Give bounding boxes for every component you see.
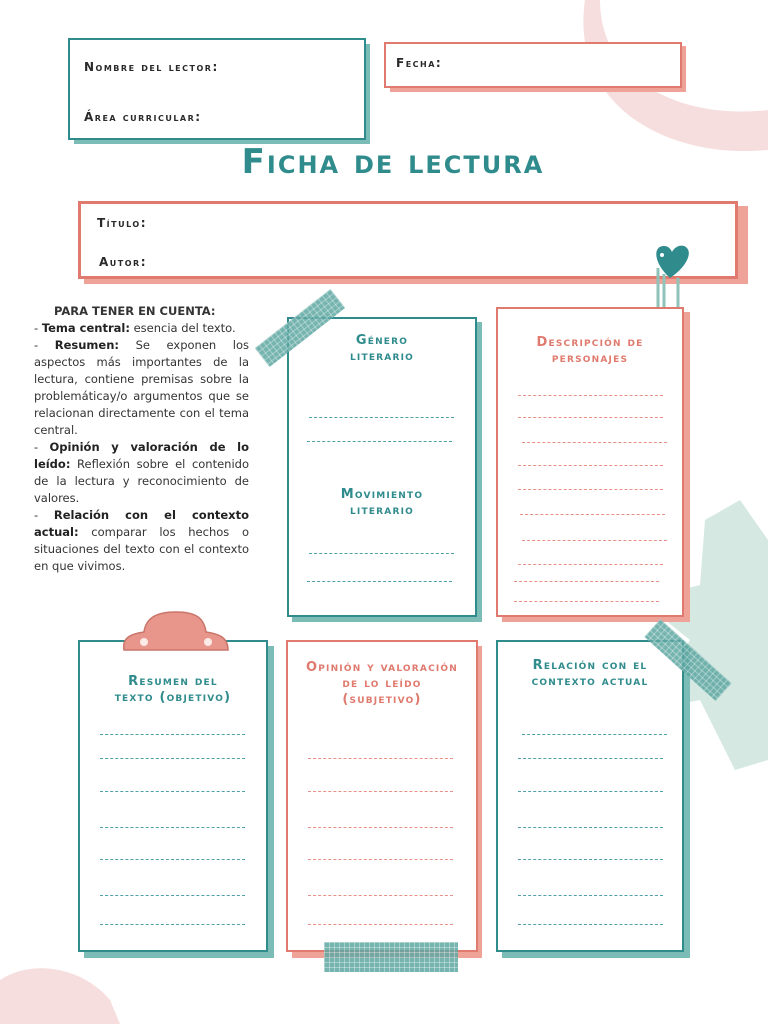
context-line (518, 924, 663, 925)
curricular-area-label: Área curricular: (84, 110, 202, 124)
note-item: - Opinión y valoración de lo leído: Reflexión sobre el contenido de la lectura y reconocimiento de valores. (34, 440, 249, 505)
opinion-line (308, 791, 453, 792)
movement-line (307, 581, 452, 582)
context-line (522, 734, 667, 735)
characters-line (514, 601, 659, 602)
note-text: esencia del texto. (129, 321, 236, 335)
characters-card (496, 307, 684, 617)
summary-line (100, 791, 245, 792)
genre-movement-card (287, 317, 477, 617)
summary-line (100, 734, 245, 735)
summary-line (100, 758, 245, 759)
reading-notes (34, 303, 249, 575)
characters-line (518, 395, 663, 396)
summary-line (100, 924, 245, 925)
book-title-label: Título: (97, 216, 148, 230)
opinion-line (308, 758, 453, 759)
characters-line (518, 417, 663, 418)
characters-title: Descripción de personajes (536, 335, 644, 366)
opinion-line (308, 924, 453, 925)
genre-title: Género literario (350, 333, 414, 364)
summary-card (78, 640, 268, 952)
characters-line (522, 442, 667, 443)
opinion-line (308, 895, 453, 896)
context-line (518, 895, 663, 896)
summary-line (100, 859, 245, 860)
characters-line (520, 514, 665, 515)
context-line (518, 827, 663, 828)
book-box (78, 201, 738, 279)
summary-line (100, 827, 245, 828)
context-line (518, 859, 663, 860)
characters-line (522, 540, 667, 541)
note-term: Tema central: (41, 321, 130, 335)
note-item: - Tema central: esencia del texto. (34, 321, 236, 335)
note-text: Reflexión sobre el contenido de la lectura y reconocimiento de valores. (34, 457, 249, 505)
clipboard-clip-icon (116, 608, 236, 658)
note-item: - Resumen: Se exponen los aspectos más importantes de la lectura, contiene premisas sobre la problemáticay/o argumentos que se relacionan directamente con el tema central. (34, 338, 249, 437)
reader-box (68, 38, 366, 140)
summary-line (100, 895, 245, 896)
context-title: Relación con el contexto actual (531, 658, 649, 689)
opinion-title: Opinión y valoración de lo leído (subjetivo) (305, 660, 459, 707)
page-title: Ficha de lectura (241, 142, 545, 182)
opinion-card (286, 640, 478, 952)
summary-title: Resumen del texto (objetivo) (114, 674, 232, 705)
movement-title: Movimiento literario (340, 487, 424, 518)
movement-line (309, 553, 454, 554)
context-line (518, 791, 663, 792)
note-term: Opinión y valoración de lo leído: (34, 440, 249, 471)
opinion-line (308, 859, 453, 860)
characters-line (518, 489, 663, 490)
notes-heading: PARA TENER EN CUENTA: (54, 304, 216, 318)
note-term: Relación con el contexto actual: (34, 508, 249, 539)
note-text: comparar los hechos o situaciones del texto con el contexto en que vivimos. (34, 525, 249, 573)
opinion-line (308, 827, 453, 828)
book-author-label: Autor: (99, 255, 147, 269)
note-item: - Relación con el contexto actual: comparar los hechos o situaciones del texto con el contexto en que vivimos. (34, 508, 249, 573)
characters-line (518, 465, 663, 466)
note-term: Resumen: (54, 338, 119, 352)
genre-line (307, 441, 452, 442)
context-line (518, 758, 663, 759)
characters-line (514, 581, 659, 582)
reader-name-label: Nombre del lector: (84, 60, 219, 74)
pink-blob-bottom-left (0, 968, 120, 1024)
date-box (384, 42, 682, 88)
washi-tape (324, 942, 458, 972)
date-label: Fecha: (396, 56, 443, 70)
genre-line (309, 417, 454, 418)
note-text: Se exponen los aspectos más importantes de la lectura, contiene premisas sobre la problemáticay/o argumentos que se relacionan directamente con el tema central. (34, 338, 249, 437)
context-card (496, 640, 684, 952)
characters-line (518, 564, 663, 565)
